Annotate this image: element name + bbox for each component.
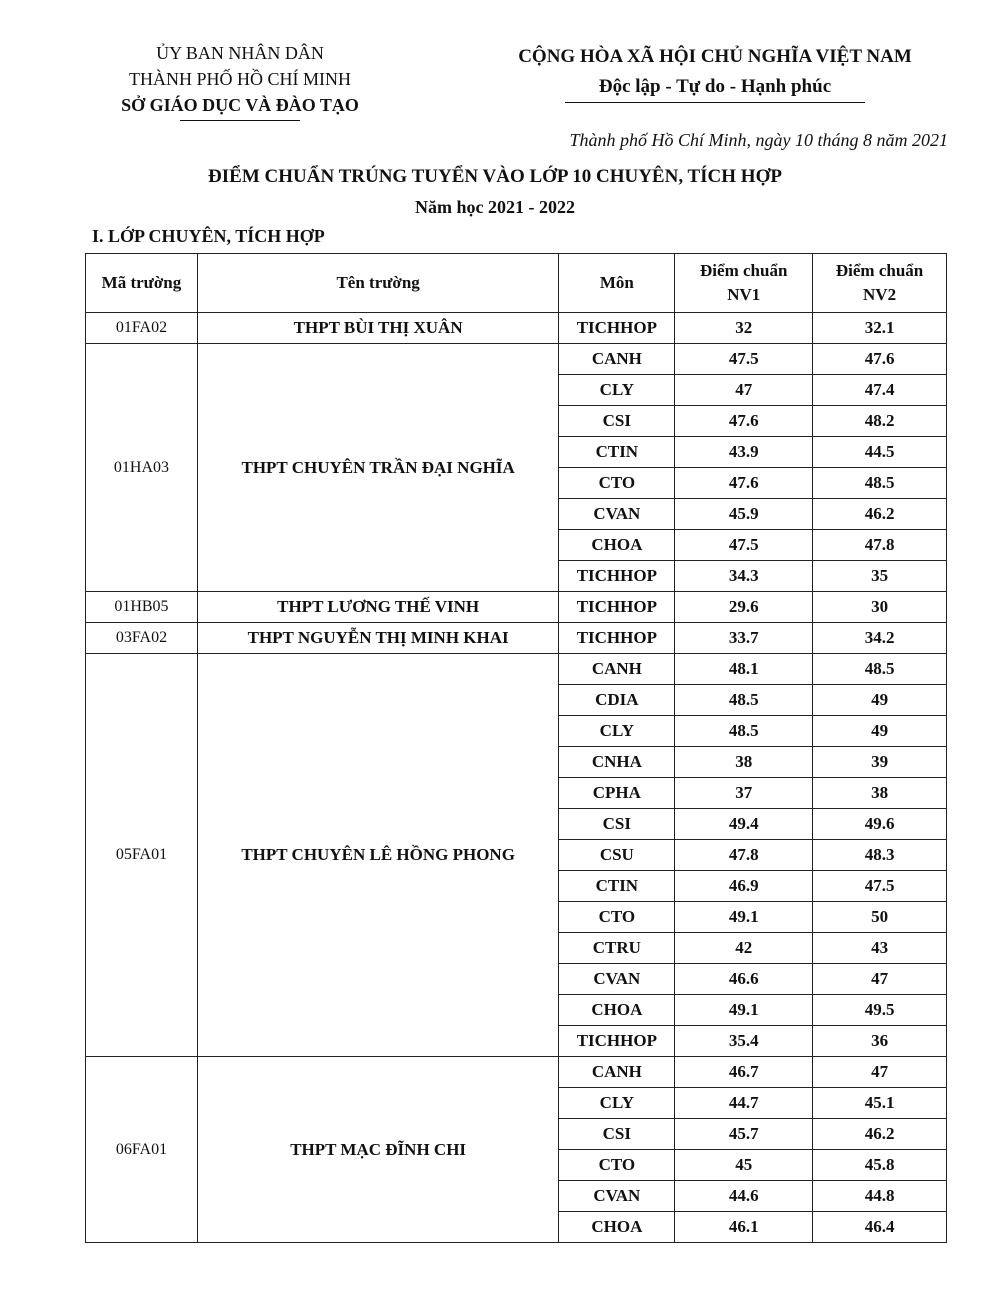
score-nv2-cell: 45.8 (813, 1150, 947, 1181)
cutoff-score-table (85, 253, 947, 1243)
document-date: Thành phố Hồ Chí Minh, ngày 10 tháng 8 năm 2021 (569, 130, 948, 150)
score-nv1-cell: 29.6 (675, 592, 813, 623)
school-name-cell: THPT CHUYÊN LÊ HỒNG PHONG (197, 654, 558, 1057)
subject-cell: TICHHOP (559, 592, 675, 623)
document-subtitle: Năm học 2021 - 2022 (415, 197, 575, 217)
col-subject: Môn (559, 254, 675, 313)
score-nv2-cell: 48.5 (813, 654, 947, 685)
subject-cell: CLY (559, 1088, 675, 1119)
subject-cell: TICHHOP (559, 313, 675, 344)
score-nv1-cell: 42 (675, 933, 813, 964)
school-name-cell: THPT MẠC ĐĨNH CHI (197, 1057, 558, 1243)
subject-cell: CTO (559, 1150, 675, 1181)
subject-cell: TICHHOP (559, 1026, 675, 1057)
score-nv1-cell: 46.6 (675, 964, 813, 995)
subject-cell: CVAN (559, 1181, 675, 1212)
school-code-cell: 06FA01 (86, 1057, 198, 1243)
score-nv1-cell: 48.5 (675, 685, 813, 716)
score-nv2-cell: 47 (813, 1057, 947, 1088)
score-nv1-cell: 32 (675, 313, 813, 344)
score-nv2-cell: 30 (813, 592, 947, 623)
subject-cell: CANH (559, 344, 675, 375)
school-name-cell: THPT LƯƠNG THẾ VINH (197, 592, 558, 623)
subject-cell: CVAN (559, 499, 675, 530)
issuer-underline (180, 120, 300, 121)
subject-cell: CSI (559, 406, 675, 437)
country-name: CỘNG HÒA XÃ HỘI CHỦ NGHĨA VIỆT NAM (518, 46, 912, 67)
score-nv1-cell: 48.1 (675, 654, 813, 685)
national-motto-block (480, 42, 950, 103)
school-code-cell: 01HB05 (86, 592, 198, 623)
score-nv1-cell: 48.5 (675, 716, 813, 747)
subject-cell: CHOA (559, 995, 675, 1026)
score-nv2-cell: 48.5 (813, 468, 947, 499)
table-row (86, 313, 947, 344)
table-body (86, 313, 947, 1243)
subject-cell: CTRU (559, 933, 675, 964)
subject-cell: CSI (559, 809, 675, 840)
col-score-nv1: Điểm chuẩn NV1 (675, 254, 813, 313)
score-nv2-cell: 46.2 (813, 499, 947, 530)
table-row (86, 1057, 947, 1088)
subject-cell: CSI (559, 1119, 675, 1150)
score-nv2-cell: 39 (813, 747, 947, 778)
score-nv1-cell: 44.6 (675, 1181, 813, 1212)
score-nv1-cell: 47.5 (675, 530, 813, 561)
subject-cell: CLY (559, 716, 675, 747)
score-nv1-cell: 33.7 (675, 623, 813, 654)
issuer-line-2: THÀNH PHỐ HỒ CHÍ MINH (129, 69, 351, 89)
school-name-cell: THPT CHUYÊN TRẦN ĐẠI NGHĨA (197, 344, 558, 592)
score-nv2-cell: 34.2 (813, 623, 947, 654)
score-nv1-cell: 38 (675, 747, 813, 778)
subject-cell: CTO (559, 468, 675, 499)
school-code-cell: 03FA02 (86, 623, 198, 654)
subject-cell: CHOA (559, 1212, 675, 1243)
table-row (86, 654, 947, 685)
score-nv2-cell: 48.3 (813, 840, 947, 871)
score-nv2-cell: 47 (813, 964, 947, 995)
school-name-cell: THPT BÙI THỊ XUÂN (197, 313, 558, 344)
score-nv2-cell: 47.4 (813, 375, 947, 406)
table-header (86, 254, 947, 313)
subject-cell: CTIN (559, 871, 675, 902)
subject-cell: CANH (559, 654, 675, 685)
subject-cell: CPHA (559, 778, 675, 809)
score-nv2-cell: 49.6 (813, 809, 947, 840)
score-nv1-cell: 47.8 (675, 840, 813, 871)
score-nv2-cell: 44.5 (813, 437, 947, 468)
subject-cell: CANH (559, 1057, 675, 1088)
score-nv2-cell: 48.2 (813, 406, 947, 437)
motto-underline (565, 102, 865, 103)
table-row (86, 623, 947, 654)
school-code-cell: 01HA03 (86, 344, 198, 592)
score-nv2-cell: 32.1 (813, 313, 947, 344)
score-nv2-cell: 50 (813, 902, 947, 933)
school-code-cell: 01FA02 (86, 313, 198, 344)
subject-cell: CLY (559, 375, 675, 406)
score-nv1-cell: 37 (675, 778, 813, 809)
score-nv1-cell: 45 (675, 1150, 813, 1181)
score-nv2-cell: 47.8 (813, 530, 947, 561)
score-nv2-cell: 44.8 (813, 1181, 947, 1212)
table-row (86, 344, 947, 375)
score-nv1-cell: 49.1 (675, 995, 813, 1026)
school-name-cell: THPT NGUYỄN THỊ MINH KHAI (197, 623, 558, 654)
score-nv1-cell: 47 (675, 375, 813, 406)
score-nv2-cell: 45.1 (813, 1088, 947, 1119)
subject-cell: CVAN (559, 964, 675, 995)
issuer-line-3: SỞ GIÁO DỤC VÀ ĐÀO TẠO (121, 95, 359, 115)
score-nv1-cell: 44.7 (675, 1088, 813, 1119)
score-nv1-cell: 49.1 (675, 902, 813, 933)
score-nv2-cell: 49 (813, 716, 947, 747)
score-nv2-cell: 35 (813, 561, 947, 592)
score-nv2-cell: 38 (813, 778, 947, 809)
section-heading: I. LỚP CHUYÊN, TÍCH HỢP (92, 226, 325, 246)
score-nv2-cell: 47.5 (813, 871, 947, 902)
motto: Độc lập - Tự do - Hạnh phúc (598, 76, 832, 97)
document-title: ĐIỂM CHUẨN TRÚNG TUYỂN VÀO LỚP 10 CHUYÊN, TÍCH HỢP (208, 166, 782, 187)
score-nv1-cell: 45.7 (675, 1119, 813, 1150)
score-nv2-cell: 36 (813, 1026, 947, 1057)
subject-cell: CNHA (559, 747, 675, 778)
score-nv2-cell: 49.5 (813, 995, 947, 1026)
subject-cell: CSU (559, 840, 675, 871)
score-nv1-cell: 34.3 (675, 561, 813, 592)
issuer-line-1: ỦY BAN NHÂN DÂN (156, 43, 324, 63)
score-nv2-cell: 46.4 (813, 1212, 947, 1243)
score-nv1-cell: 47.6 (675, 468, 813, 499)
subject-cell: CTO (559, 902, 675, 933)
score-nv1-cell: 45.9 (675, 499, 813, 530)
score-nv1-cell: 46.1 (675, 1212, 813, 1243)
col-score-nv2: Điểm chuẩn NV2 (813, 254, 947, 313)
score-nv1-cell: 46.7 (675, 1057, 813, 1088)
score-nv1-cell: 47.5 (675, 344, 813, 375)
score-nv1-cell: 46.9 (675, 871, 813, 902)
score-nv2-cell: 49 (813, 685, 947, 716)
score-nv1-cell: 47.6 (675, 406, 813, 437)
subject-cell: TICHHOP (559, 623, 675, 654)
school-code-cell: 05FA01 (86, 654, 198, 1057)
subject-cell: TICHHOP (559, 561, 675, 592)
subject-cell: CDIA (559, 685, 675, 716)
col-school-name: Tên trường (197, 254, 558, 313)
score-nv2-cell: 46.2 (813, 1119, 947, 1150)
subject-cell: CHOA (559, 530, 675, 561)
subject-cell: CTIN (559, 437, 675, 468)
score-nv2-cell: 47.6 (813, 344, 947, 375)
score-nv1-cell: 35.4 (675, 1026, 813, 1057)
col-school-code: Mã trường (86, 254, 198, 313)
score-nv1-cell: 43.9 (675, 437, 813, 468)
table-row (86, 592, 947, 623)
issuer-block (90, 40, 390, 121)
score-nv1-cell: 49.4 (675, 809, 813, 840)
score-nv2-cell: 43 (813, 933, 947, 964)
